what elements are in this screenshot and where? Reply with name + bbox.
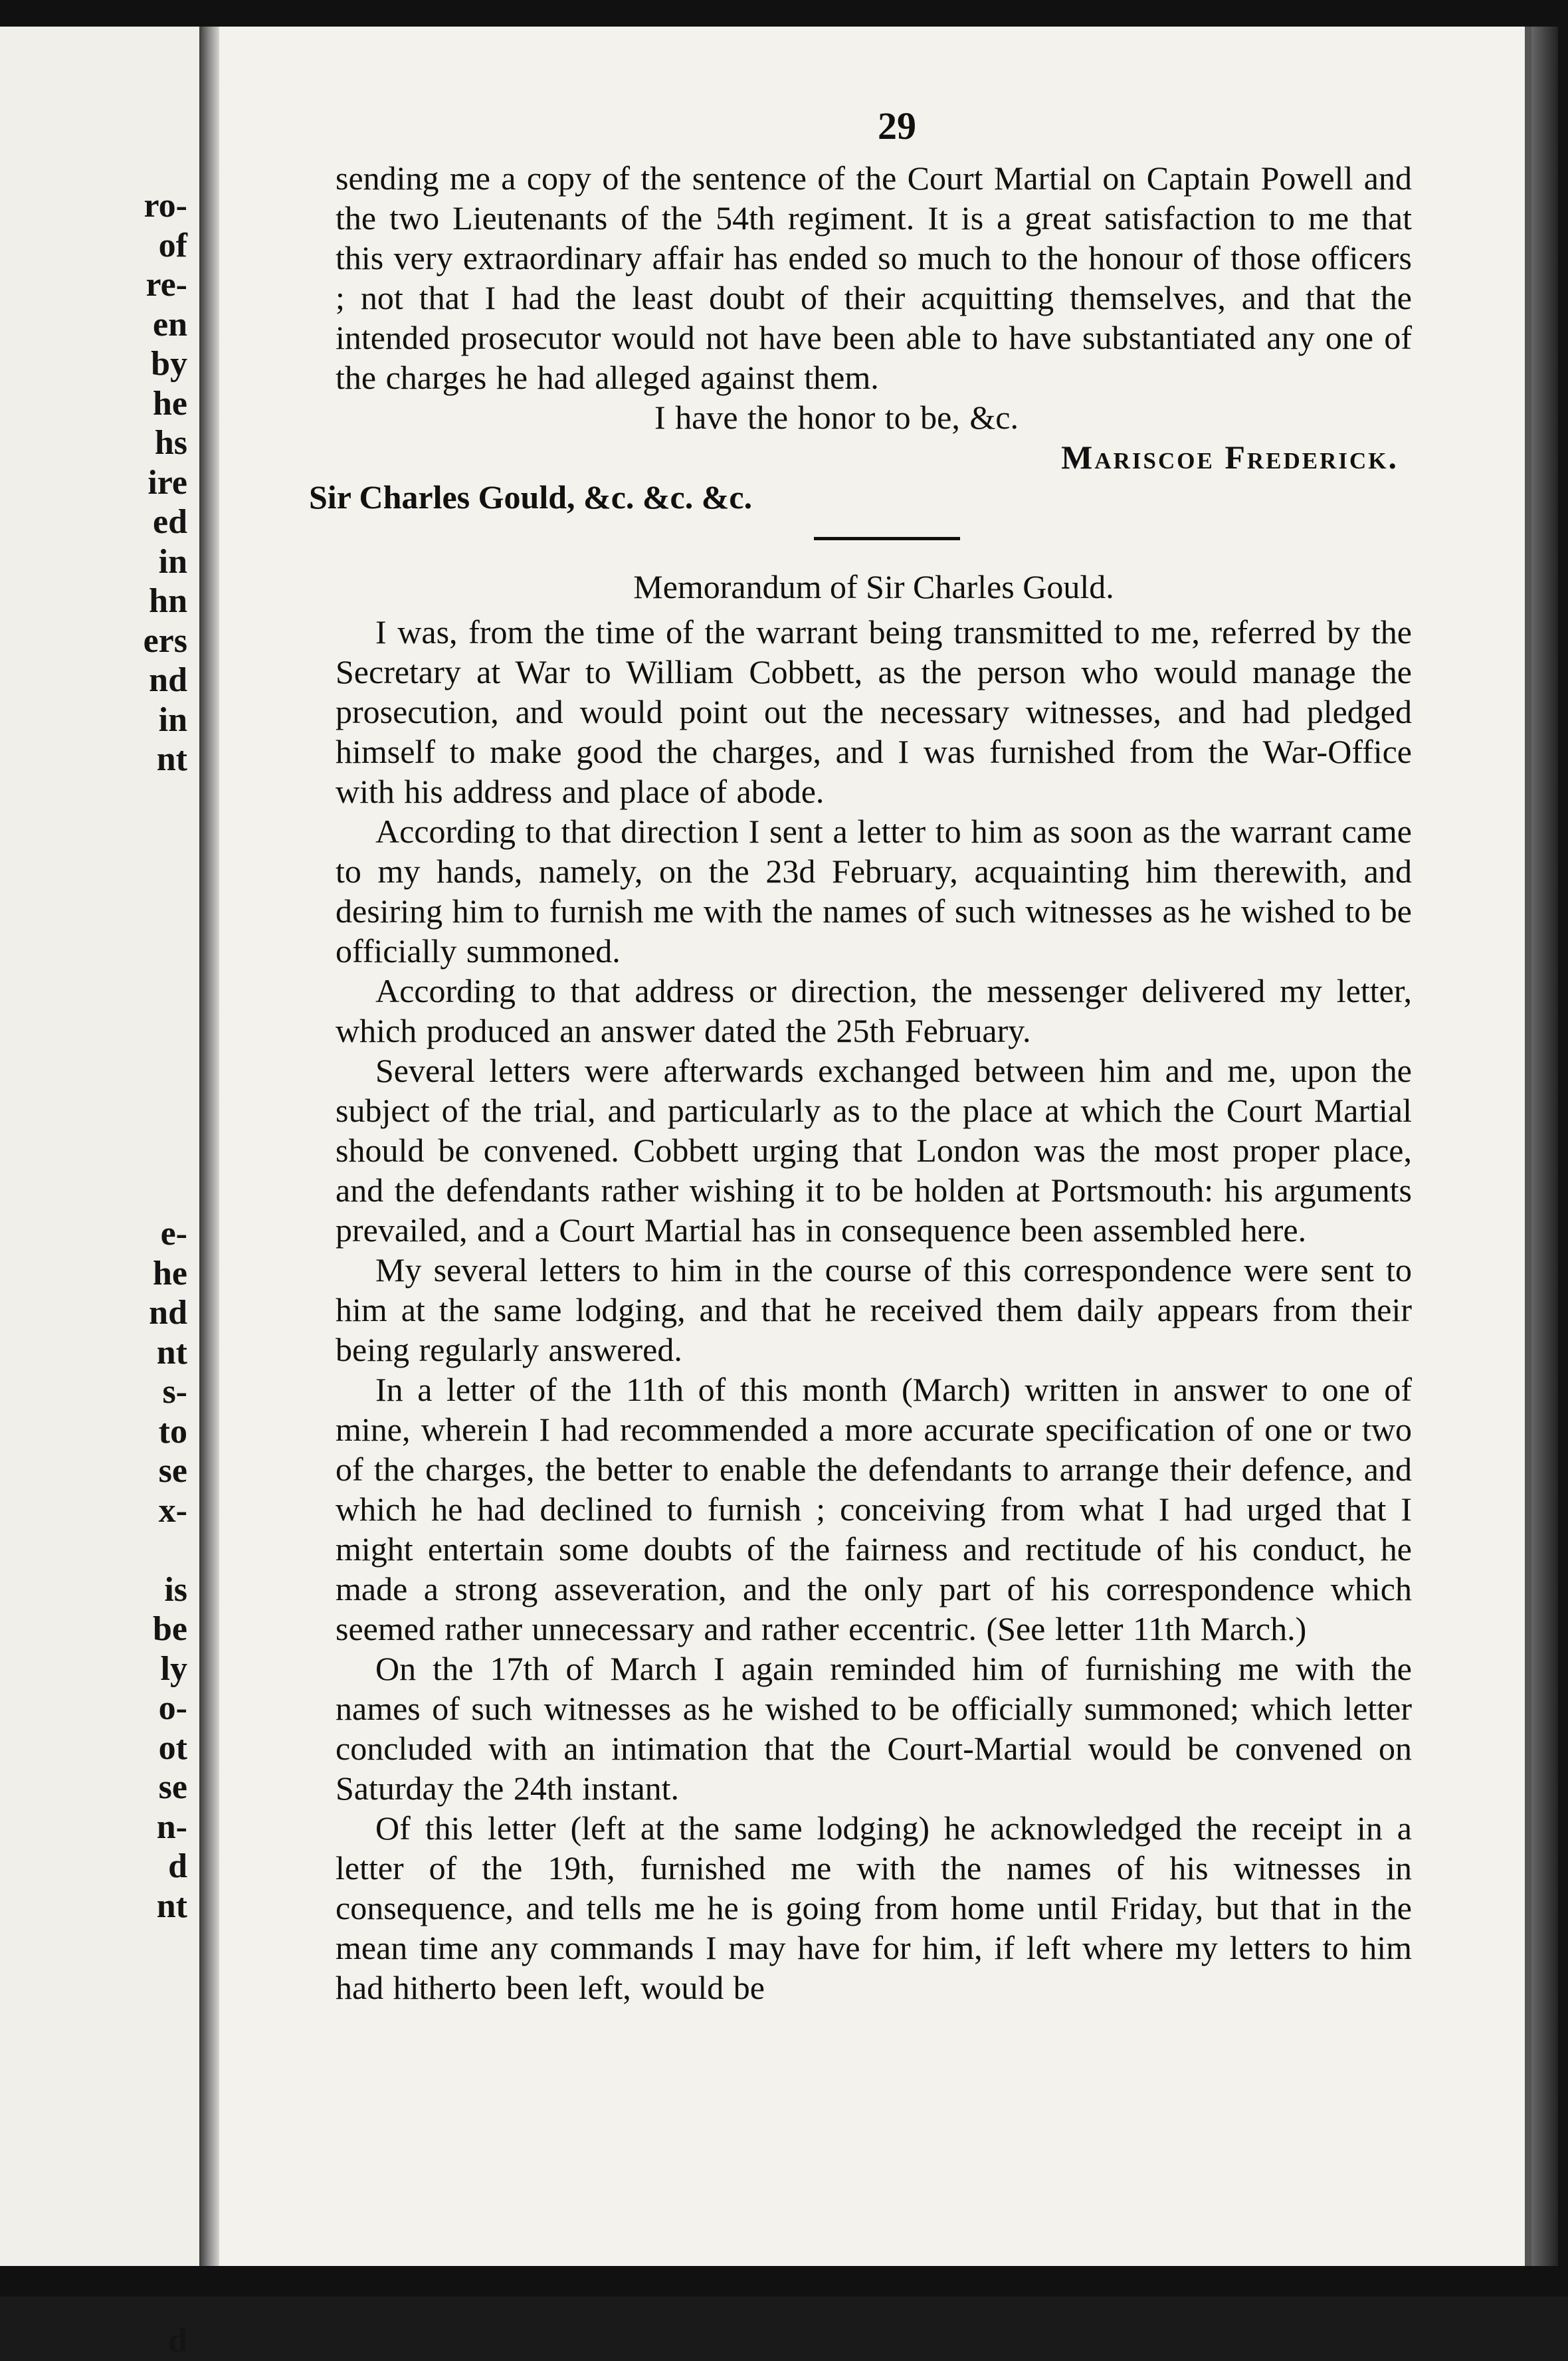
previous-page-fragment: se [158,1452,187,1490]
previous-page-fragment: he [153,1254,187,1292]
previous-page-fragment: o- [158,1689,187,1727]
letter-addressee: Sir Charles Gould, &c. &c. &c. [309,478,753,516]
previous-page-fragment: ers [143,621,187,660]
previous-page-fragment: nt [156,1333,187,1372]
page-number: 29 [878,104,916,148]
memo-paragraph: Several letters were afterwards exchanged between him and me, upon the subject of the trial, and particularly as to the place at which the Court Martial should be convened. Cobbett urging that London was the most proper place, and the defendants rather wishing it to be holden at Portsmouth: his arguments prevailed, and a Court Martial has in consequence been assembled here. [336,1052,1412,1249]
previous-page-fragment: n- [156,1807,187,1846]
memo-paragraph: According to that direction I sent a letter to him as soon as the warrant came to my hands, namely, on the 23d February, acquainting him therewith, and desiring him to furnish me with the names of such witnesses as he wished to be officially summoned. [336,813,1412,970]
previous-page-fragment: in [158,542,187,581]
previous-page-fragment [144,1056,187,1096]
previous-page-fragment: of [158,226,187,264]
previous-page-fragment [144,1530,187,1570]
letter-signature: Mariscoe Frederick. [1061,439,1399,476]
previous-page-fragment [144,2005,187,2045]
memo-paragraph: My several letters to him in the course of this correspondence were sent to him at the same lodging, and that he received them daily appears from their being regularly answered. [336,1251,1412,1368]
previous-page-fragment [144,779,187,819]
previous-page-fragment: be [153,1610,187,1648]
memo-paragraph: On the 17th of March I again reminded him of furnishing me with the names of such witnesses as he wished to be officially summoned; which letter concluded with an intimation that the Court-Martial would be convened on Saturday the 24th instant. [336,1650,1412,1807]
page [219,27,1531,2266]
previous-page-fragment: nt [156,1887,187,1925]
memo-paragraph: I was, from the time of the warrant being transmitted to me, referred by the Secretary at War to William Cobbett, as the person who would manage the prosecution, and would point out the necessary witnesses, and had pledged himself to make good the charges, and I was furnished from the War-Office with his address and place of abode. [336,613,1412,810]
previous-page-fragment [144,2124,187,2164]
previous-page-fragment [144,859,187,898]
previous-page-fragment: d [168,2322,187,2360]
previous-page-fragment [144,2282,187,2322]
previous-page-fragment [144,1926,187,1966]
section-divider [814,537,960,540]
previous-page-fragment: ed [153,503,187,541]
previous-page-fragment [144,1096,187,1136]
previous-page-fragment: nd [149,1294,187,1332]
previous-page-fragment [144,977,187,1017]
previous-page-fragment: he [153,384,187,423]
memo-paragraph: In a letter of the 11th of this month (March) written in answer to one of mine, wherein I had recommended a more accurate specification of one or two of the charges, the better to enable the defendants to arrange their defence, and which he had declined to furnish ; conceiving from what I had urged that I might entertain some doubts of the fairness and rectitude of his conduct, he made a strong asseveration, and the only part of his correspondence which seemed rather unnecessary and rather eccentric. (See letter 11th March.) [336,1371,1412,1647]
previous-page-fragment [144,898,187,938]
letter-closing: I have the honor to be, &c. [654,399,1019,436]
previous-page-fragment: ire [147,463,187,502]
previous-page-fragment: nd [149,661,187,699]
previous-page-fragment: by [151,345,187,383]
previous-page-fragment [144,938,187,977]
previous-page-margin [0,27,203,2360]
previous-page-fragment: hs [154,424,187,462]
book-gutter [199,27,219,2266]
previous-page-fragment [144,2242,187,2282]
memorandum-title: Memorandum of Sir Charles Gould. [633,568,1114,605]
page-edge [1531,27,1558,2266]
previous-page-fragment: ly [160,1649,187,1688]
previous-page-fragment: e- [160,1215,187,1253]
previous-page-fragment: s- [162,1373,187,1411]
previous-page-fragment [144,1017,187,1057]
previous-page-fragment: en [153,305,187,344]
previous-page-fragment: re- [146,266,187,304]
previous-page-fragment [144,1175,187,1215]
previous-page-fragment: hn [149,582,187,620]
previous-page-fragments [144,186,187,2361]
previous-page-fragment [144,2203,187,2243]
previous-page-fragment: se [158,1768,187,1806]
previous-page-fragment [144,819,187,859]
previous-page-fragment [144,2163,187,2203]
previous-page-fragment [144,1966,187,2005]
previous-page-fragment: x- [158,1491,187,1530]
previous-page-fragment: ro- [144,187,187,225]
previous-page-fragment: d [168,1847,187,1885]
memo-paragraph: According to that address or direction, the messenger delivered my letter, which produced an answer dated the 25th February. [336,972,1412,1049]
previous-page-fragment: ot [158,1728,187,1767]
page-content [309,104,1412,2007]
letter-continuation: sending me a copy of the sentence of the Court Martial on Captain Powell and the two Lieutenants of the 54th regiment. It is a great satisfaction to me that this very extraordinary affair has ended so much to the honour of those officers ; not that I had the least doubt of their acquitting themselves, and that the intended prosecutor would not have been able to have substantiated any one of the charges he had alleged against them. [336,159,1412,396]
previous-page-fragment: nt [156,740,187,778]
memo-paragraph: Of this letter (left at the same lodging) he acknowledged the receipt in a letter of the 19th, furnished me with the names of his witnesses in consequence, and tells me he is going from home until Friday, but that in the mean time any commands I may have for him, if left where my letters to him had hitherto been left, would be [336,1809,1412,2006]
previous-page-fragment [144,2084,187,2124]
previous-page-fragment: to [158,1412,187,1451]
previous-page-fragment: in [158,700,187,739]
previous-page-fragment [144,2045,187,2085]
previous-page-fragment: is [164,1570,187,1609]
previous-page-fragment [144,1135,187,1175]
